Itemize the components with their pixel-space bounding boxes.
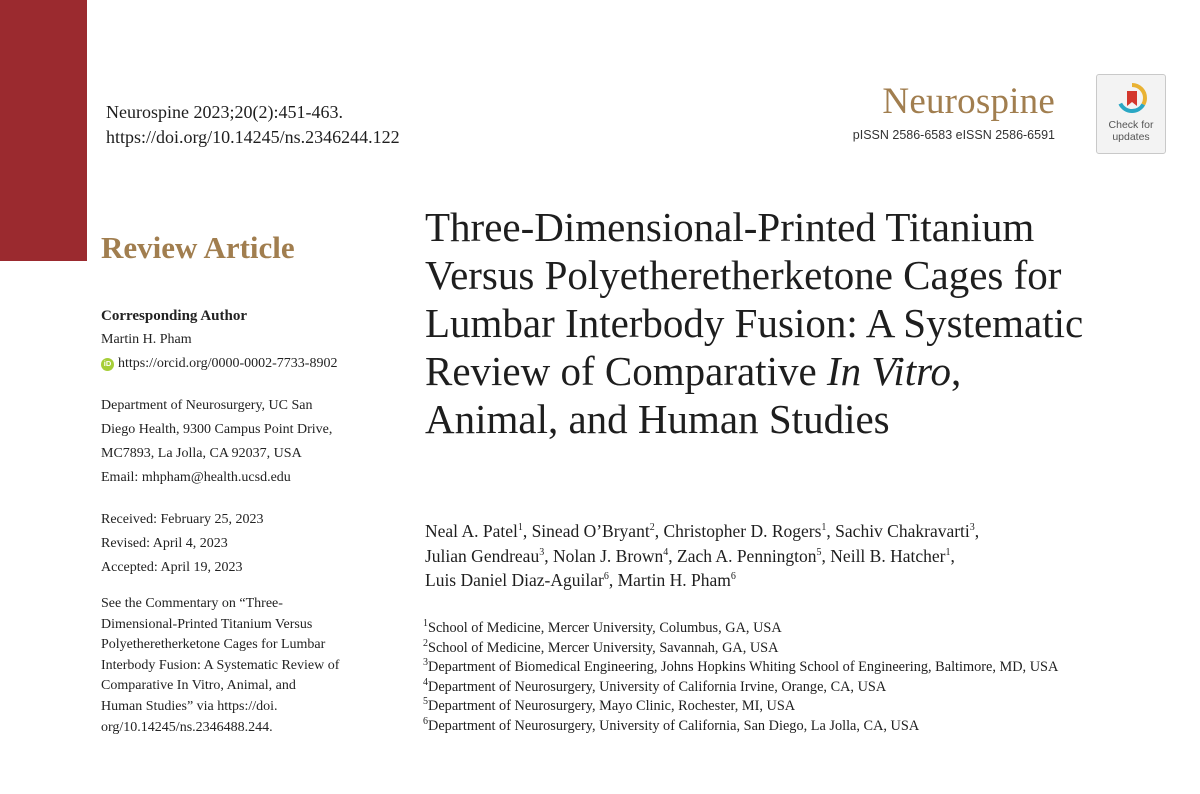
check-updates-icon xyxy=(1115,81,1149,115)
author-line: Luis Daniel Diaz-Aguilar$^6$, Martin H. Pham$^6$ xyxy=(425,570,736,590)
author-name[interactable]: Sachiv Chakravarti xyxy=(835,521,970,541)
affiliation-item: $^2$School of Medicine, Mercer University, Savannah, GA, USA xyxy=(423,637,779,656)
issn-line: pISSN 2586-6583 eISSN 2586-6591 xyxy=(852,128,1055,142)
author-list xyxy=(425,519,1185,593)
commentary-line: Human Studies” via https://doi. xyxy=(101,698,278,714)
author-affiliation-number: 3 xyxy=(969,522,975,534)
title-line: Versus Polyetheretherketone Cages for xyxy=(425,252,1062,298)
author-affiliation-number: 1 xyxy=(821,522,827,534)
orcid-link[interactable]: https://orcid.org/0000-0002-7733-8902 xyxy=(118,356,338,371)
commentary-line: Interbody Fusion: A Systematic Review of xyxy=(101,657,340,673)
affiliation-item: $^4$Department of Neurosurgery, University of California Irvine, Orange, CA, USA xyxy=(423,677,887,695)
author-affiliation-number: 4 xyxy=(663,546,669,558)
doi-link[interactable]: https://doi.org/10.14245/ns.2346244.122 xyxy=(106,127,400,147)
title-line: Animal, and Human Studies xyxy=(425,396,890,442)
author-line: Neal A. Patel$^1$, Sinead O’Bryant$^2$, Christopher D. Rogers$^1$, Sachiv Chakravarti$^3$, xyxy=(425,521,980,541)
sidebar-info xyxy=(101,304,391,738)
title-line: Review of Comparative In Vitro, xyxy=(425,348,962,394)
corresponding-author-name: Martin H. Pham xyxy=(101,332,192,347)
author-affiliation-number: 5 xyxy=(816,546,822,558)
author-line: Julian Gendreau$^3$, Nolan J. Brown$^4$, Zach A. Pennington$^5$, Neill B. Hatcher$^1$, xyxy=(425,545,955,566)
commentary-note xyxy=(101,594,385,738)
author-affiliation-number: 1 xyxy=(945,546,951,558)
corresponding-author-heading: Corresponding Author xyxy=(101,308,248,324)
author-affiliation-number: 6 xyxy=(730,571,736,583)
commentary-line: See the Commentary on “Three- xyxy=(101,596,283,611)
journal-logo-block xyxy=(852,74,1166,154)
author-name[interactable]: Neill B. Hatcher xyxy=(830,545,946,566)
author-name[interactable]: Sinead O’Bryant xyxy=(531,521,650,541)
article-title xyxy=(425,203,1185,443)
commentary-line[interactable]: org/10.14245/ns.2346488.244. xyxy=(101,719,273,735)
received-date: Received: February 25, 2023 xyxy=(101,512,264,527)
author-affiliation-number: 3 xyxy=(539,546,545,558)
email-line[interactable]: Email: mhpham@health.ucsd.edu xyxy=(101,470,291,485)
address-line: Department of Neurosurgery, UC San xyxy=(101,398,313,413)
decorative-red-bar xyxy=(0,0,87,261)
commentary-line: Dimensional-Printed Titanium Versus xyxy=(101,616,313,632)
accepted-date: Accepted: April 19, 2023 xyxy=(101,560,243,575)
title-line: Lumbar Interbody Fusion: A Systematic xyxy=(425,300,1084,346)
author-name[interactable]: Christopher D. Rogers xyxy=(663,521,822,541)
commentary-line: Comparative In Vitro, Animal, and xyxy=(101,678,296,694)
journal-logo: Neurospine xyxy=(882,81,1055,122)
revised-date: Revised: April 4, 2023 xyxy=(101,536,228,551)
author-name[interactable]: Martin H. Pham xyxy=(617,570,731,590)
address-line: MC7893, La Jolla, CA 92037, USA xyxy=(101,446,302,461)
author-affiliation-number: 1 xyxy=(517,522,523,534)
author-affiliation-number: 6 xyxy=(603,571,609,583)
commentary-line: Polyetheretherketone Cages for Lumbar xyxy=(101,637,326,653)
affiliation-item: $^5$Department of Neurosurgery, Mayo Clinic, Rochester, MI, USA xyxy=(423,696,796,715)
affiliation-item: $^6$Department of Neurosurgery, University of California, San Diego, La Jolla, CA, USA xyxy=(423,716,920,734)
author-name[interactable]: Nolan J. Brown xyxy=(552,545,664,566)
author-name[interactable]: Luis Daniel Diaz-Aguilar xyxy=(425,570,604,590)
affiliation-list xyxy=(423,619,1193,737)
author-affiliation-number: 2 xyxy=(649,522,655,534)
affiliation-item: $^3$Department of Biomedical Engineering, Johns Hopkins Whiting School of Engineering, Baltimore, MD, USA xyxy=(423,657,1059,676)
check-updates-label: Check for updates xyxy=(1108,119,1154,143)
journal-volume: Neurospine 2023;20(2):451-463. xyxy=(106,102,343,122)
author-name[interactable]: Julian Gendreau xyxy=(425,545,540,566)
address-line: Diego Health, 9300 Campus Point Drive, xyxy=(101,422,333,437)
citation-block xyxy=(106,100,400,150)
title-line: Three-Dimensional-Printed Titanium xyxy=(425,204,1035,250)
check-for-updates-badge[interactable] xyxy=(1096,74,1166,154)
affiliation-item: $^1$School of Medicine, Mercer University, Columbus, GA, USA xyxy=(423,618,782,636)
title-italic-in-vitro: In Vitro xyxy=(826,348,952,394)
author-name[interactable]: Zach A. Pennington xyxy=(677,545,817,566)
orcid-icon: iD xyxy=(101,358,114,371)
author-name[interactable]: Neal A. Patel xyxy=(425,521,518,541)
article-type-heading: Review Article xyxy=(101,230,295,265)
orcid-line xyxy=(101,352,391,376)
corresponding-address xyxy=(101,394,391,490)
dates-block xyxy=(101,508,391,580)
